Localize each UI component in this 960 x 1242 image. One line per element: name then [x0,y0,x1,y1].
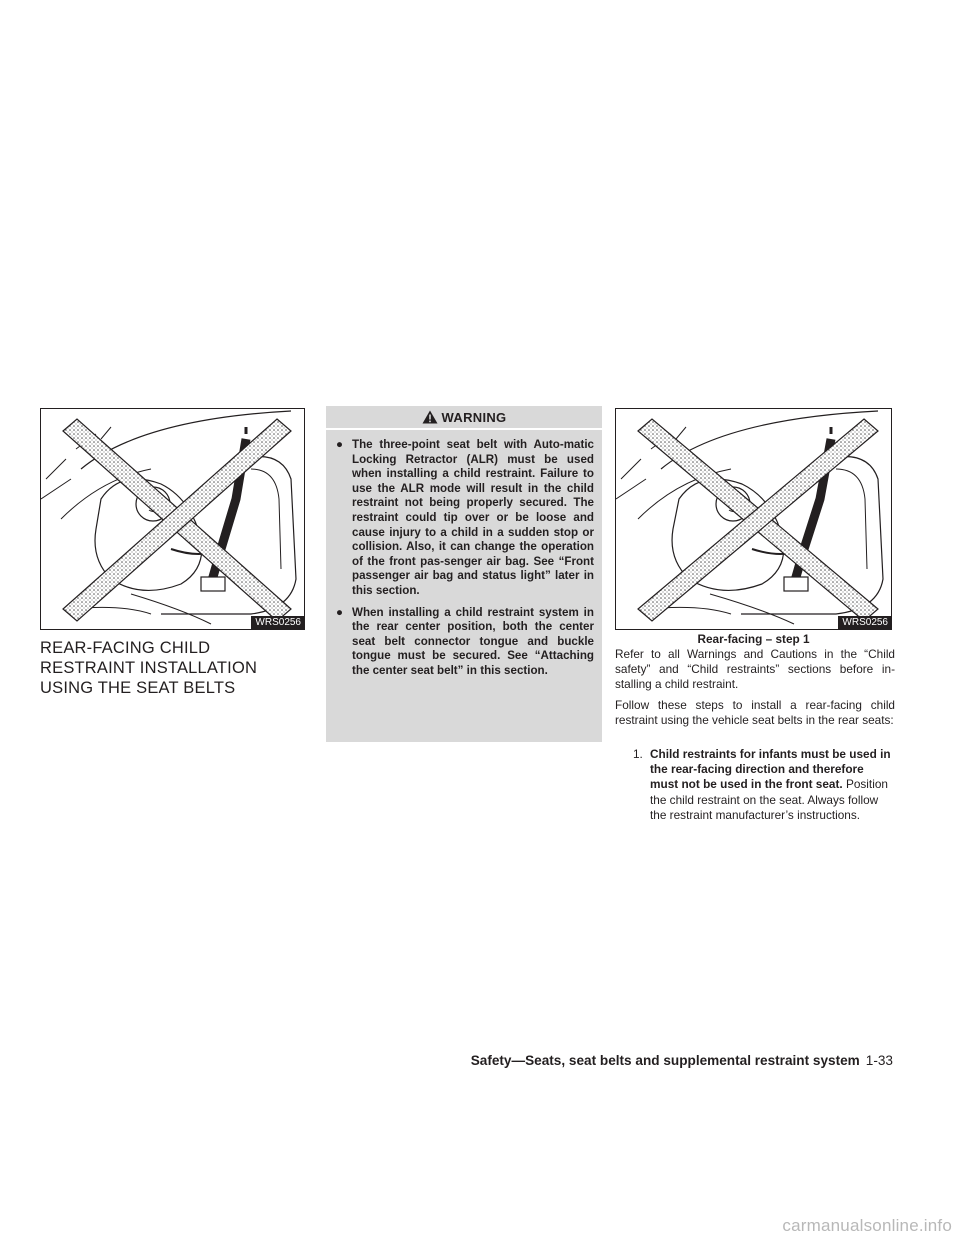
body-paragraph: Follow these steps to install a rear-facing child restraint using the vehicle seat belts in the rear seats: [615,698,895,728]
body-paragraph: Refer to all Warnings and Cautions in the “Child safety” and “Child restraints” sections before in-stalling a child restraint. [615,647,895,692]
step-number: 1. [633,747,643,761]
warning-header [326,406,602,430]
bullet-icon: ● [336,605,344,619]
step-bold-text: Child restraints for infants must be used in the rear-facing direction and therefore must not be used in the front seat. [650,747,891,792]
page-footer [471,1053,893,1068]
figure-caption: Rear-facing – step 1 [697,632,810,646]
step-text [633,747,895,823]
step-item [633,747,895,823]
warning-list [326,430,602,679]
warning-triangle-icon [422,410,438,424]
warning-item [336,606,594,679]
bullet-icon: ● [336,438,344,451]
step-normal-text: Position the child restraint on the seat. Always follow the restraint manufacturer’s instructions. [650,777,888,822]
page-number: 1-33 [865,1053,893,1068]
watermark-text: carmanualsonline.info [782,1216,952,1235]
warning-title: WARNING [441,409,507,425]
warning-item-text: The three-point seat belt with Auto-matic Locking Retractor (ALR) must be used when installing a child restraint. Failure to use the ALR mode will result in the child restraint not being properly secured. The restraint could tip over or be loose and cause injury to a child in a sudden stop or collision. Also, it can change the operation of the front pas-senger air bag. See “Front passenger air bag and status light” later in this section. [352,438,594,597]
section-heading: REAR-FACING CHILD RESTRAINT INSTALLATION USING THE SEAT BELTS [40,639,258,697]
illustration-right [615,408,892,630]
warning-box [326,406,602,742]
figure-code: WRS0256 [251,616,304,629]
warning-item [336,438,594,599]
illustration-left [40,408,305,630]
figure-code: WRS0256 [838,616,891,629]
warning-item-text: When installing a child restraint system in the rear center position, both the center seat belt connector tongue and buckle tongue must be secured. See “Attaching the center seat belt” in this section. [352,605,594,677]
prohibited-installation-drawing [616,409,892,630]
prohibited-installation-drawing [41,409,305,630]
footer-section-title: Safety—Seats, seat belts and supplemental restraint system [470,1053,860,1068]
